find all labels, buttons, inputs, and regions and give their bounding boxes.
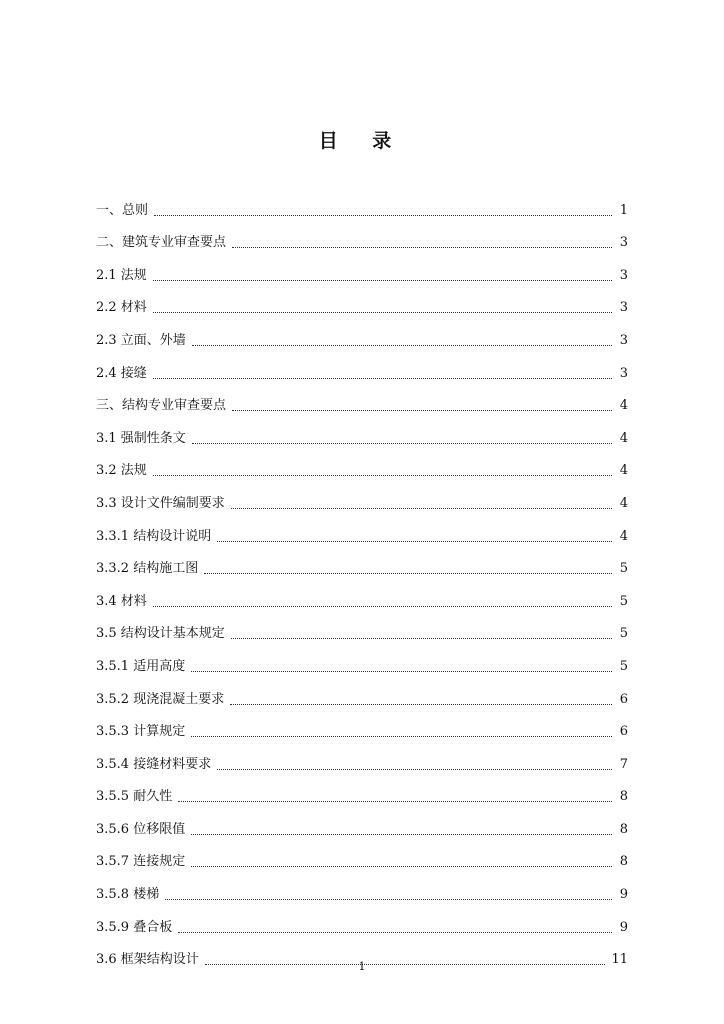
- dot-leader: [153, 311, 612, 313]
- toc-entry-label: 3.2 法规: [96, 463, 147, 479]
- toc-entry-page: 1: [619, 202, 628, 218]
- toc-entry-page: 5: [619, 658, 628, 674]
- dot-leader: [153, 474, 612, 476]
- page-title: 目 录: [318, 130, 406, 152]
- toc-entry-page: 7: [619, 756, 628, 772]
- toc-entry[interactable]: [96, 545, 628, 578]
- toc-entry[interactable]: [96, 251, 628, 284]
- dot-leader: [230, 703, 612, 705]
- toc-entry-page: 3: [619, 300, 628, 316]
- toc-entry-page: 4: [619, 528, 628, 544]
- toc-entry[interactable]: [96, 870, 628, 903]
- toc-entry[interactable]: [96, 610, 628, 643]
- table-of-contents: [96, 186, 628, 968]
- toc-entry-page: 11: [611, 952, 628, 968]
- toc-entry[interactable]: [96, 675, 628, 708]
- toc-entry-label: 3.5.7 连接规定: [96, 854, 186, 870]
- toc-entry[interactable]: [96, 642, 628, 675]
- toc-entry-label: 3.4 材料: [96, 593, 147, 609]
- dot-leader: [231, 637, 612, 639]
- dot-leader: [191, 735, 612, 737]
- toc-entry-page: 4: [619, 495, 628, 511]
- toc-entry-page: 8: [619, 854, 628, 870]
- dot-leader: [191, 833, 612, 835]
- toc-entry[interactable]: [96, 773, 628, 806]
- toc-entry-label: 3.3.1 结构设计说明: [96, 528, 212, 544]
- toc-entry[interactable]: [96, 479, 628, 512]
- toc-entry-label: 2.3 立面、外墙: [96, 332, 186, 348]
- dot-leader: [153, 377, 612, 379]
- toc-entry-page: 9: [619, 919, 628, 935]
- toc-entry-page: 8: [619, 789, 628, 805]
- toc-entry-page: 4: [619, 398, 628, 414]
- dot-leader: [178, 931, 612, 933]
- dot-leader: [231, 507, 612, 509]
- toc-entry[interactable]: [96, 219, 628, 252]
- toc-entry[interactable]: [96, 838, 628, 871]
- toc-entry-label: 3.5.8 楼梯: [96, 887, 160, 903]
- dot-leader: [153, 279, 612, 281]
- toc-entry-page: 4: [619, 430, 628, 446]
- toc-entry-label: 3.5.3 计算规定: [96, 724, 186, 740]
- toc-entry-page: 6: [619, 724, 628, 740]
- toc-entry-page: 3: [619, 235, 628, 251]
- toc-entry-label: 3.5 结构设计基本规定: [96, 626, 225, 642]
- dot-leader: [232, 246, 612, 248]
- toc-entry-page: 4: [619, 463, 628, 479]
- toc-entry-page: 3: [619, 267, 628, 283]
- toc-entry[interactable]: [96, 903, 628, 936]
- toc-entry[interactable]: [96, 708, 628, 741]
- toc-entry-label: 3.5.1 适用高度: [96, 658, 186, 674]
- dot-leader: [204, 572, 612, 574]
- dot-leader: [192, 442, 612, 444]
- toc-entry-label: 二、建筑专业审查要点: [96, 235, 227, 251]
- toc-entry-label: 3.5.5 耐久性: [96, 789, 173, 805]
- dot-leader: [217, 540, 612, 542]
- toc-entry-page: 3: [619, 365, 628, 381]
- toc-entry-page: 5: [619, 561, 628, 577]
- toc-entry-page: 3: [619, 332, 628, 348]
- toc-entry[interactable]: [96, 316, 628, 349]
- toc-entry-label: 一、总则: [96, 202, 149, 218]
- dot-leader: [165, 898, 612, 900]
- page-number: 1: [358, 960, 366, 973]
- dot-leader: [153, 605, 612, 607]
- toc-entry-label: 3.1 强制性条文: [96, 430, 186, 446]
- toc-entry-page: 5: [619, 593, 628, 609]
- toc-entry[interactable]: [96, 349, 628, 382]
- dot-leader: [154, 214, 612, 216]
- dot-leader: [178, 800, 612, 802]
- toc-entry-label: 三、结构专业审查要点: [96, 398, 227, 414]
- toc-entry-label: 2.2 材料: [96, 300, 147, 316]
- toc-entry[interactable]: [96, 740, 628, 773]
- toc-entry-page: 6: [619, 691, 628, 707]
- toc-entry[interactable]: [96, 577, 628, 610]
- toc-entry-label: 3.6 框架结构设计: [96, 952, 199, 968]
- toc-entry-page: 8: [619, 821, 628, 837]
- toc-entry-page: 5: [619, 626, 628, 642]
- toc-entry-label: 3.3 设计文件编制要求: [96, 495, 225, 511]
- toc-entry[interactable]: [96, 414, 628, 447]
- toc-entry[interactable]: [96, 186, 628, 219]
- toc-entry-label: 3.5.4 接缝材料要求: [96, 756, 212, 772]
- dot-leader: [217, 768, 612, 770]
- toc-entry-label: 3.5.2 现浇混凝土要求: [96, 691, 225, 707]
- dot-leader: [192, 344, 612, 346]
- dot-leader: [191, 670, 612, 672]
- toc-entry-page: 9: [619, 887, 628, 903]
- toc-entry[interactable]: [96, 382, 628, 415]
- toc-entry-label: 2.4 接缝: [96, 365, 147, 381]
- toc-entry[interactable]: [96, 512, 628, 545]
- toc-entry[interactable]: [96, 805, 628, 838]
- toc-entry-label: 3.5.6 位移限值: [96, 821, 186, 837]
- dot-leader: [232, 409, 612, 411]
- toc-entry-label: 2.1 法规: [96, 267, 147, 283]
- toc-entry-label: 3.5.9 叠合板: [96, 919, 173, 935]
- toc-entry[interactable]: [96, 447, 628, 480]
- dot-leader: [191, 865, 612, 867]
- toc-entry[interactable]: [96, 284, 628, 317]
- toc-entry-label: 3.3.2 结构施工图: [96, 561, 199, 577]
